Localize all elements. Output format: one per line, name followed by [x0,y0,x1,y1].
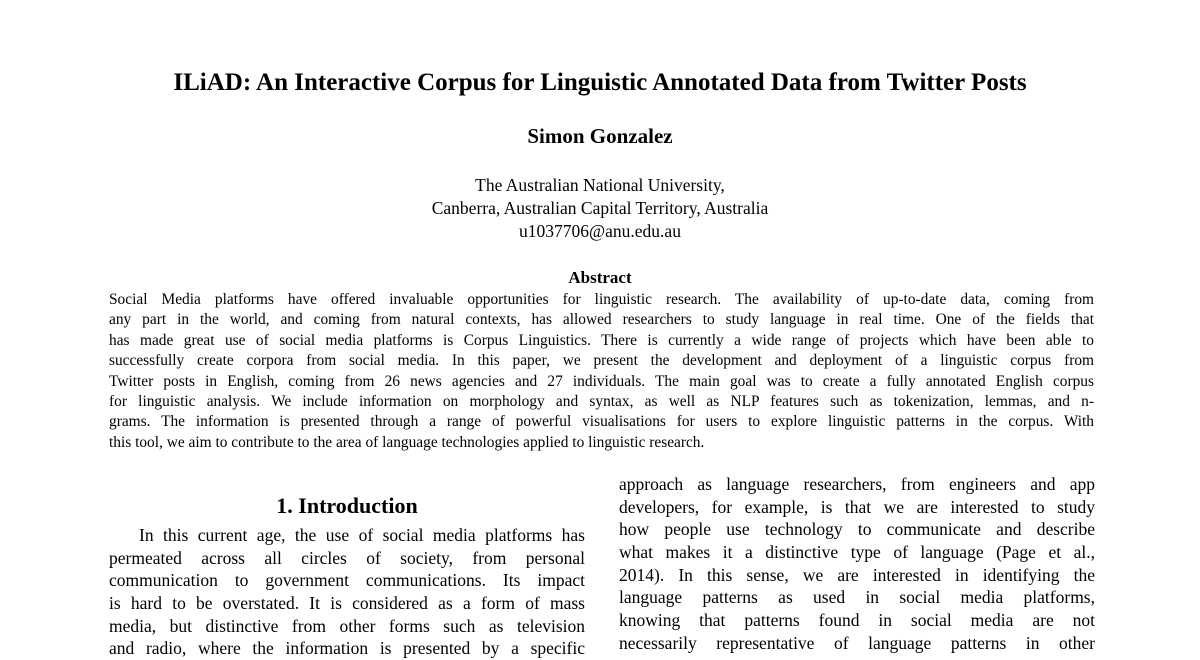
body-line: developers, for example, is that we are interested to study [619,496,1095,517]
body-line: what makes it a distinctive type of language (Page et al., [619,542,1095,563]
body-line: knowing that patterns found in social media are not [619,610,1095,631]
body-line: and radio, where the information is presented by a specific [109,638,585,659]
affiliation-block [0,174,1200,243]
body-line: approach as language researchers, from engineers and app [619,474,1095,494]
body-line: permeated across all circles of society, from personal [109,547,585,568]
abstract-line: successfully create corpora from social media. In this paper, we present the development and deployment of a linguistic corpus from [109,352,1094,370]
abstract-line: grams. The information is presented through a range of powerful visualisations for users to explore linguistic patterns in the corpus. With [109,413,1094,431]
abstract-line: this tool, we aim to contribute to the area of language technologies applied to linguistic research. [109,433,705,451]
body-line: language patterns as used in social media platforms, [619,587,1095,608]
section-heading-introduction: 1. Introduction [276,493,418,518]
body-line: In this current age, the use of social media platforms has [139,525,585,545]
abstract-body [109,290,1094,453]
body-line: communication to government communications. Its impact [109,570,585,591]
left-column [109,524,585,660]
right-column [619,473,1095,655]
abstract-line: any part in the world, and coming from natural contexts, has allowed researchers to study language in real time. One of the fields that [109,311,1094,329]
affiliation-institution: The Australian National University, [475,175,725,195]
paper-title: ILiAD: An Interactive Corpus for Linguistic Annotated Data from Twitter Posts [173,69,1027,96]
body-line: is hard to be overstated. It is considered as a form of mass [109,593,585,614]
author-name: Simon Gonzalez [527,124,673,148]
body-line: necessarily representative of language patterns in other [619,632,1095,653]
body-line: media, but distinctive from other forms such as television [109,615,585,636]
body-line: 2014). In this sense, we are interested in identifying the [619,564,1095,585]
affiliation-location: Canberra, Australian Capital Territory, Australia [431,198,769,218]
abstract-heading: Abstract [568,268,632,287]
abstract-line: has made great use of social media platforms is Corpus Linguistics. There is currently a wide range of projects which have been able to [109,331,1094,349]
body-line: how people use technology to communicate and describe [619,519,1095,540]
abstract-line: for linguistic analysis. We include information on morphology and syntax, as well as NLP features such as tokenization, lemmas, and n- [109,392,1094,410]
abstract-line: Twitter posts in English, coming from 26 news agencies and 27 individuals. The main goal was to create a fully annotated English corpus [109,372,1094,390]
abstract-line: Social Media platforms have offered invaluable opportunities for linguistic research. The availability of up-to-date data, coming from [109,291,1094,308]
author-email: u1037706@anu.edu.au [519,221,681,241]
